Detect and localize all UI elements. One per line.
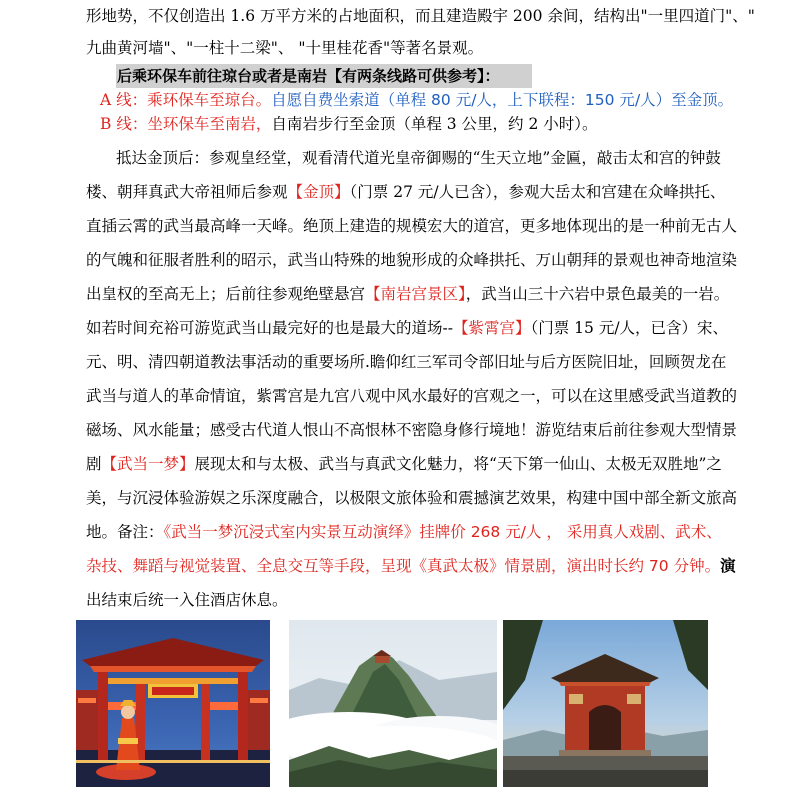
paragraph-line xyxy=(86,452,722,476)
text-run: （门票 27 元/人已含），参观大岳太和宫建在众峰拱托、 xyxy=(349,183,726,201)
text-run: 楼、朝拜真武大帝祖师后参观 xyxy=(86,183,288,201)
paragraph-line: 元、明、清四朝道教法事活动的重要场所.瞻仰红三军司令部旧址与后方医院旧址，回顾贺龙在 xyxy=(86,353,727,371)
route-heading: 后乘环保车前往琼台或者是南岩【有两条线路可供参考】： xyxy=(117,67,500,85)
paragraph-line: 美，与沉浸体验游娱之乐深度融合，以极限文旅体验和震撼演艺效果，构建中国中部全新文旅高 xyxy=(86,489,738,507)
paragraph-line: 出结束后统一入住酒店休息。 xyxy=(86,591,288,609)
text-run: 如若时间充裕可游览武当山最完好的也是最大的道场-- xyxy=(86,319,453,337)
paragraph-line xyxy=(86,180,725,204)
paragraph-line: 武当与道人的革命情谊，紫霄宫是九宫八观中风水最好的宫观之一，可以在这里感受武当道教的 xyxy=(86,387,738,405)
paragraph-line: 抵达金顶后：参观皇经堂，观看清代道光皇帝御赐的“生天立地”金匾，敲击太和宫的钟鼓 xyxy=(116,149,721,167)
jinding-highlight: 【金顶】 xyxy=(287,183,350,201)
paragraph-line: 的气魄和征服者胜利的昭示，武当山特殊的地貌形成的众峰拱托、万山朝拜的景观也神奇地渲染 xyxy=(86,251,738,269)
show-price-note: 《武当一梦沉浸式室内实景互动演绎》挂牌价 268 元/人 ， 采用真人戏剧、武术、 xyxy=(163,523,722,541)
route-a-label: A 线：乘环保车至琼台。 xyxy=(100,91,272,109)
paragraph-line xyxy=(86,554,736,578)
paragraph-line: 形地势，不仅创造出 1.6 万平方米的占地面积，而且建造殿宇 200 余间，结构出"一里四道门"、" xyxy=(86,7,755,25)
taoist-temple-pavilion-photo xyxy=(503,620,708,787)
text-run: 地。备注： xyxy=(86,523,164,541)
text-run: 展现太和与太极、武当与真武文化魅力，将“天下第一仙山、太极无双胜地”之 xyxy=(194,455,722,473)
text-run: ，武当山三十六岩中景色最美的一岩。 xyxy=(465,285,730,303)
paragraph-line: 磁场、风水能量；感受古代道人恨山不高恨林不密隐身修行境地！游览结束后前往参观大型情景 xyxy=(86,421,738,439)
text-run: 出皇权的至高无上；后前往参观绝壁悬宫 xyxy=(86,285,366,303)
paragraph-line xyxy=(86,282,729,306)
route-a-cableway-note: 自愿自费坐索道（单程 80 元/人，上下联程：150 元/人）至金顶。 xyxy=(271,91,734,109)
paragraph-line xyxy=(86,520,722,544)
wudang-dream-theater-gate-photo xyxy=(76,620,270,787)
paragraph-line: 九曲黄河墙"、"一柱十二梁"、 "十里桂花香"等著名景观。 xyxy=(86,39,484,57)
route-b-walk-note: 自南岩步行至金顶（单程 3 公里，约 2 小时）。 xyxy=(271,115,598,133)
mountain-peak-sea-of-clouds-photo xyxy=(289,620,497,787)
text-run: （门票 15 元/人，已含）宋、 xyxy=(530,319,729,337)
wudang-dream-highlight: 【武当一梦】 xyxy=(101,455,195,473)
route-b-label: B 线：坐环保车至南岩， xyxy=(100,115,272,133)
route-a-line xyxy=(100,88,733,112)
nanyan-palace-highlight: 【南岩宫景区】 xyxy=(365,285,466,303)
zixiao-palace-highlight: 【紫霄宫】 xyxy=(452,319,531,337)
show-description-note: 杂技、舞蹈与视觉装置、全息交互等手段，呈现《真武太极》情景剧，演出时长约 70 分钟。 xyxy=(86,557,721,575)
route-b-line xyxy=(100,112,598,136)
text-run: 演 xyxy=(720,557,736,575)
text-run: 剧 xyxy=(86,455,102,473)
paragraph-line xyxy=(86,316,728,340)
paragraph-line: 直插云霄的武当最高峰一天峰。绝顶上建造的规模宏大的道宫，更多地体现出的是一种前无古人 xyxy=(86,217,738,235)
